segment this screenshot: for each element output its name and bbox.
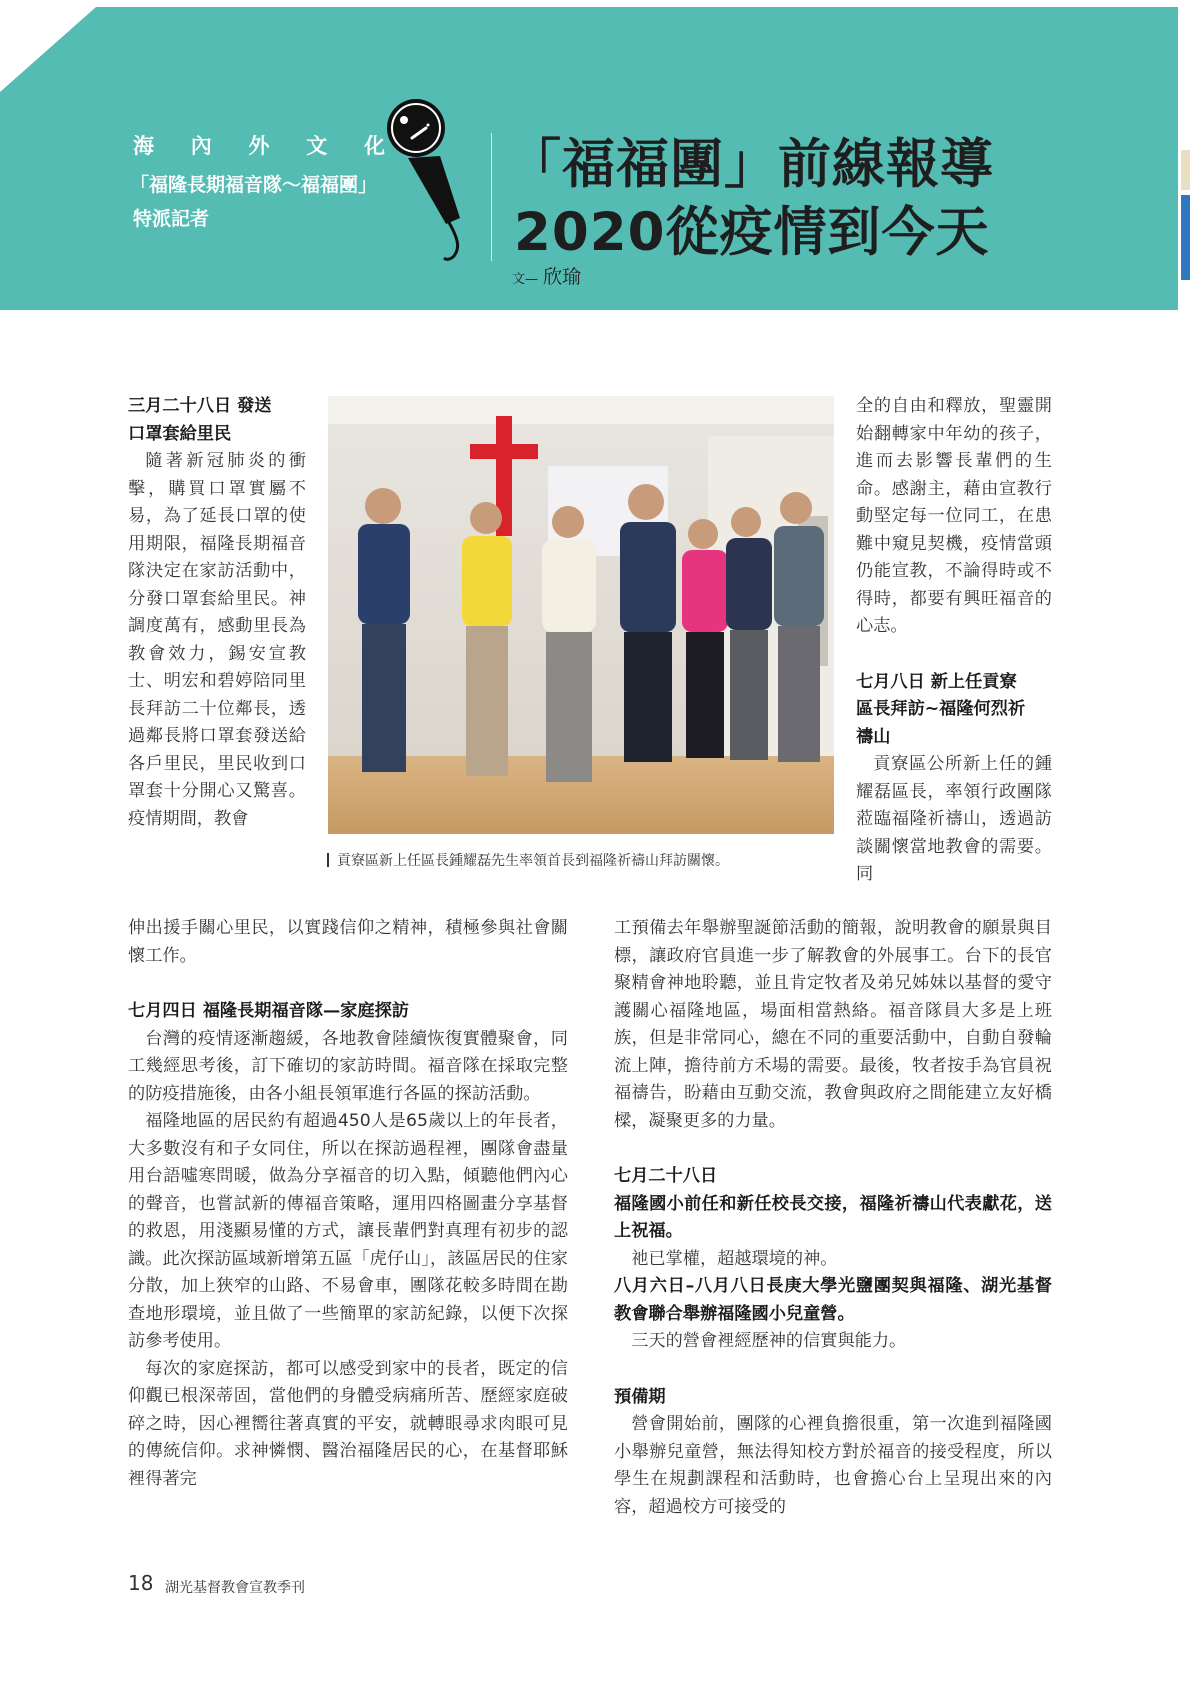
section-heading: 福隆國小前任和新任校長交接，福隆祈禱山代表獻花，送上祝福。: [614, 1193, 1052, 1241]
section-heading: 八月六日–八月八日長庚大學光鹽團契與福隆、湖光基督教會聯合舉辦福隆國小兒童營。: [614, 1276, 1052, 1324]
section-heading: 口罩套給里民: [128, 423, 232, 444]
left-narrow-column: [128, 393, 306, 833]
group-photo: [328, 396, 834, 834]
section-heading: 預備期: [614, 1386, 666, 1407]
header-banner: [0, 0, 1190, 310]
paragraph: 貢寮區公所新上任的鍾耀磊區長，率領行政團隊蒞臨福隆祈禱山，透過訪談關懷當地教會的需要。同: [856, 754, 1052, 884]
paragraph: 三天的營會裡經歷神的信實與能力。: [631, 1331, 907, 1351]
right-column: [614, 915, 1052, 1521]
section-heading: 三月二十八日 發送: [128, 396, 272, 416]
section-heading: 七月二十八日: [614, 1166, 718, 1186]
paragraph: 每次的家庭探訪，都可以感受到家中的長者，既定的信仰觀已根深蒂固，當他們的身體受病痛所苦、歷經家庭破碎之時，因心裡嚮往著真實的平安，就轉眼尋求肉眼可見的傳統信仰。求神憐憫、醫治福隆居民的心，在基督耶穌裡得著完: [128, 1358, 568, 1489]
microphone-icon: [386, 98, 478, 263]
paragraph: 營會開始前，團隊的心裡負擔很重，第一次進到福隆國小舉辦兒童營，無法得知校方對於福音的接受程度，所以學生在規劃課程和活動時，也會擔心台上呈現出來的內容，超過校方可接受的: [614, 1414, 1052, 1517]
section-heading: 禱山: [856, 726, 891, 747]
section-heading: 區長拜訪~福隆何烈祈: [856, 699, 1026, 719]
photo-illustration: [328, 396, 834, 834]
paragraph: 隨著新冠肺炎的衝擊，購買口罩實屬不易，為了延長口罩的使用期限，福隆長期福音隊決定在家訪活動中，分發口罩套給里民。神調度萬有，感動里長為教會效力，錫安宣教士、明宏和碧婷陪同里長拜訪二十位鄰長，透過鄰長將口罩套發送給各戶里民，里民收到口罩套十分開心又驚喜。疫情期間，教會: [128, 451, 306, 829]
section-subtitle: 「福隆長期福音隊～福福團」: [130, 174, 378, 196]
caption-marker: [327, 853, 329, 867]
paragraph: 伸出援手關心里民，以實踐信仰之精神，積極參與社會關懷工作。: [128, 918, 568, 966]
section-title: 海 內 外 文 化: [133, 134, 385, 158]
paragraph: 工預備去年舉辦聖誕節活動的簡報，說明教會的願景與目標，讓政府官員進一步了解教會的外展事工。台下的長官聚精會神地聆聽，並且肯定牧者及弟兄姊妹以基督的愛守護關心福隆地區，場面相當熱絡。福音隊員大多是上班族，但是非常同心，總在不同的重要活動中，自動自發輪流上陣，擔待前方禾場的需要。最後，牧者按手為官員祝福禱告，盼藉由互動交流，教會與政府之間能建立友好橋樑，凝聚更多的力量。: [614, 918, 1052, 1131]
section-heading: 七月八日 新上任貢寮: [856, 671, 1017, 692]
article-title-line-2: 2020從疫情到今天: [514, 202, 990, 263]
left-column: [128, 915, 568, 1493]
publication-name: 湖光基督教會宣教季刊: [165, 1580, 305, 1596]
page-number: 18: [128, 1571, 154, 1595]
paragraph: 祂已掌權，超越環境的神。: [631, 1248, 838, 1269]
byline-label: 文—: [512, 272, 539, 287]
byline: [512, 262, 581, 289]
byline-author: 欣瑜: [543, 266, 582, 288]
photo-caption: 貢寮區新上任區長鍾耀磊先生率領首長到福隆祈禱山拜訪關懷。: [327, 850, 729, 870]
paragraph: 台灣的疫情逐漸趨緩，各地教會陸續恢復實體聚會，同工幾經思考後，訂下確切的家訪時間。福音隊在採取完整的防疫措施後，由各小組長領軍進行各區的探訪活動。: [128, 1028, 568, 1104]
article-title-line-1: 「福福團」前線報導: [508, 134, 994, 195]
paragraph: 福隆地區的居民約有超過450人是65歲以上的年長者，大多數沒有和子女同住，所以在探訪過程裡，團隊會盡量用台語噓寒問暖，做為分享福音的切入點，傾聽他們內心的聲音，也嘗試新的傳福音策略，運用四格圖畫分享基督的救恩，用淺顯易懂的方式，讓長輩們對真理有初步的認識。此次探訪區域新增第五區「虎仔山」，該區居民的住家分散，加上狹窄的山路、不易會車，團隊花較多時間在勘查地形環境，並且做了一些簡單的家訪紀錄，以便下次探訪參考使用。: [128, 1111, 568, 1351]
reporter-label: 特派記者: [133, 208, 210, 230]
paragraph: 全的自由和釋放，聖靈開始翻轉家中年幼的孩子，進而去影響長輩們的生命。感謝主，藉由宣教行動堅定每一位同工，在患難中窺見契機，疫情當頭仍能宣教，不論得時或不得時，都要有興旺福音的心志。: [856, 396, 1052, 636]
section-heading: 七月四日 福隆長期福音隊—家庭探訪: [128, 1001, 409, 1021]
title-divider: [491, 133, 492, 261]
right-narrow-column: [856, 393, 1052, 889]
